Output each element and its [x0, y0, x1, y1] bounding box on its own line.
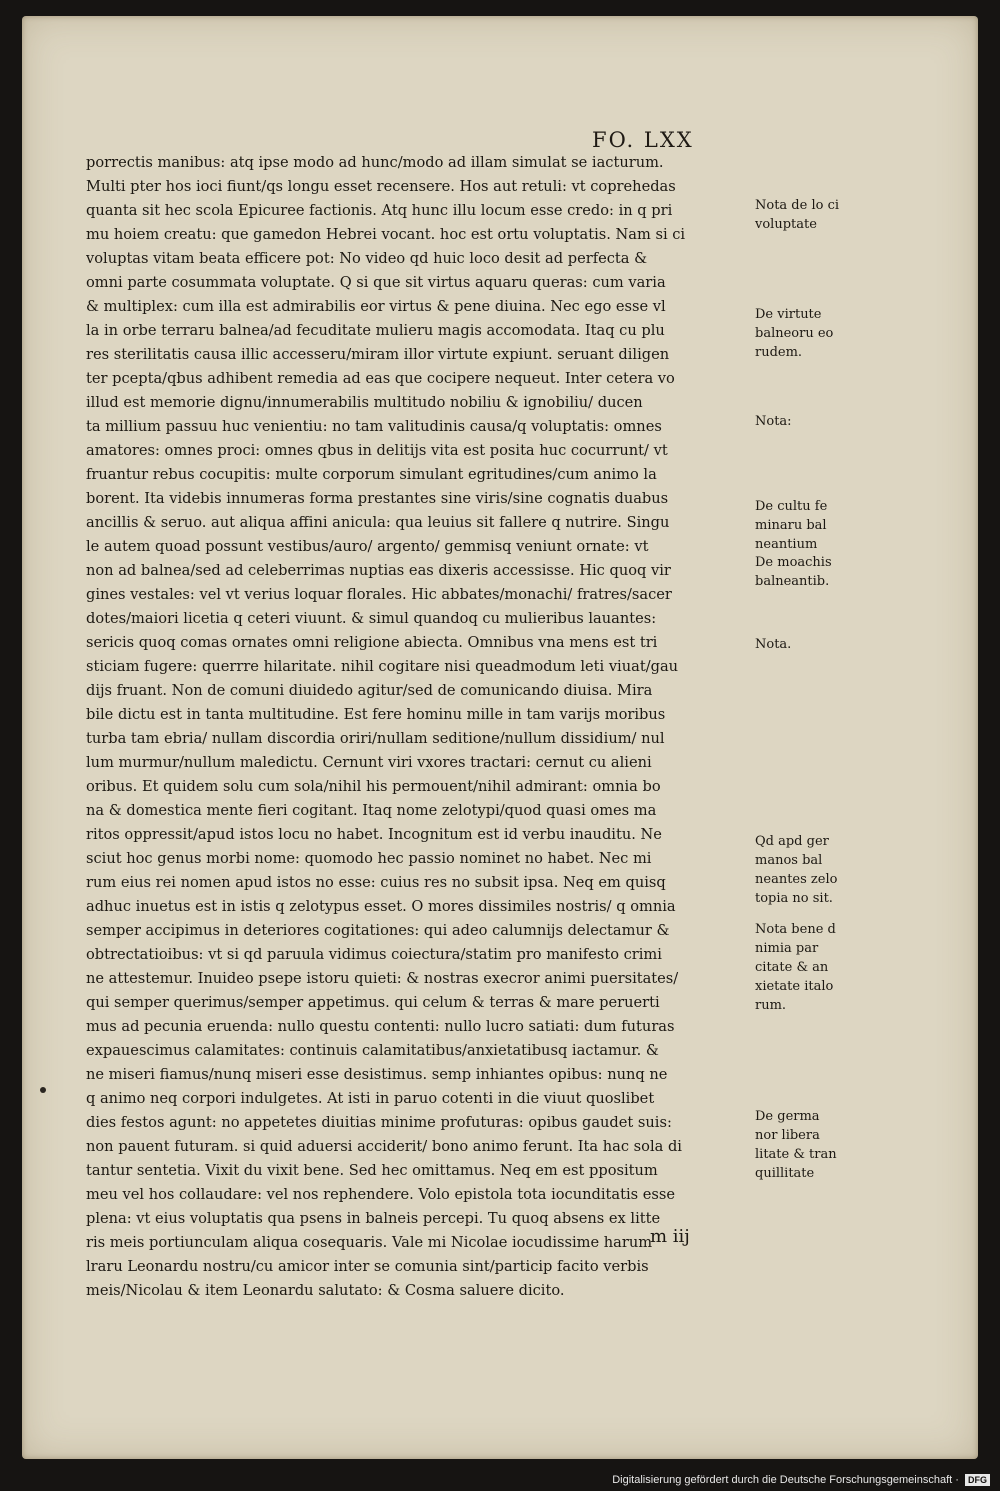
text-line: sciut hoc genus morbi nome: quomodo hec passio nominet no habet. Nec mi: [86, 850, 652, 867]
text-line: rum eius rei nomen apud istos no esse: cuius res no subsit ipsa. Neq em quisq: [86, 874, 666, 891]
text-line: non pauent futuram. si quid aduersi acciderit/ bono animo ferunt. Ita hac sola di: [86, 1138, 682, 1155]
text-line: ritos oppressit/apud istos locu no habet. Incognitum est id verbu inauditu. Ne: [86, 826, 662, 843]
text-line: amatores: omnes proci: omnes qbus in delitijs vita est posita huc cocurrunt/ vt: [86, 442, 668, 459]
text-line: mus ad pecunia eruenda: nullo questu contenti: nullo lucro satiati: dum futuras: [86, 1018, 675, 1035]
text-line: porrectis manibus: atq ipse modo ad hunc/modo ad illam simulat se iacturum.: [86, 154, 664, 171]
text-line: oribus. Et quidem solu cum sola/nihil his permouent/nihil admirant: omnia bo: [86, 778, 661, 795]
text-line: sticiam fugere: querrre hilaritate. nihil cogitare nisi queadmodum leti viuat/gau: [86, 658, 679, 675]
signature-mark: m iij: [650, 1226, 690, 1247]
book-page: [22, 16, 978, 1459]
text-line: meis/Nicolau & item Leonardu salutato: & Cosma saluere dicito.: [86, 1282, 565, 1299]
text-line: res sterilitatis causa illic accesseru/miram illor virtute expiunt. seruant diligen: [86, 346, 670, 363]
margin-note: De virtute balneoru eo rudem.: [755, 307, 834, 360]
text-line: qui semper querimus/semper appetimus. qui celum & terras & mare peruerti: [86, 994, 660, 1011]
text-line: sericis quoq comas ornates omni religione abiecta. Omnibus vna mens est tri: [86, 634, 658, 651]
main-text-block: [86, 151, 742, 1303]
text-line: turba tam ebria/ nullam discordia oriri/nullam seditione/nullum dissidium/ nul: [86, 730, 665, 747]
text-line: quanta sit hec scola Epicuree factionis. Atq hunc illu locum esse credo: in q pri: [86, 202, 673, 219]
text-line: dotes/maiori licetia q ceteri viuunt. & simul quandoq cu mulieribus lauantes:: [86, 610, 657, 627]
margin-note: De moachis balneantib.: [755, 555, 832, 589]
text-line: lraru Leonardu nostru/cu amicor inter se comunia sint/particip facito verbis: [86, 1258, 649, 1275]
text-line: omni parte cosummata voluptate. Q si que sit virtus aquaru queras: cum varia: [86, 274, 666, 291]
footer-text: Digitalisierung gefördert durch die Deutsche Forschungsgemeinschaft: [612, 1473, 953, 1486]
text-line: la in orbe terraru balnea/ad fecuditate mulieru magis accomodata. Itaq cu plu: [86, 322, 665, 339]
text-line: gines vestales: vel vt verius loquar florales. Hic abbates/monachi/ fratres/sacer: [86, 586, 672, 603]
footer-credit: Digitalisierung gefördert durch die Deutsche Forschungsgemeinschaft · DFG: [612, 1474, 990, 1486]
text-line: ta millium passuu huc venientiu: no tam valitudinis causa/q voluptatis: omnes: [86, 418, 662, 435]
text-line: ne miseri fiamus/nunq miseri esse desistimus. semp inhiantes opibus: nunq ne: [86, 1066, 668, 1083]
text-line: ter pcepta/qbus adhibent remedia ad eas que cocipere nequeut. Inter cetera vo: [86, 370, 675, 387]
text-line: semper accipimus in deteriores cogitationes: qui adeo calumnijs delectamur &: [86, 922, 670, 939]
text-line: plena: vt eius voluptatis qua psens in balneis percepi. Tu quoq absens ex litte: [86, 1210, 661, 1227]
text-line: tantur sentetia. Vixit du vixit bene. Sed hec omittamus. Neq em est ppositum: [86, 1162, 658, 1179]
text-line: borent. Ita videbis innumeras forma prestantes sine viris/sine cognatis duabus: [86, 490, 669, 507]
text-line: na & domestica mente fieri cogitant. Itaq nome zelotypi/quod quasi omes ma: [86, 802, 657, 819]
text-line: dies festos agunt: no appetetes diuitias minime profuturas: opibus gaudet suis:: [86, 1114, 672, 1131]
text-line: voluptas vitam beata efficere pot: No video qd huic loco desit ad perfecta &: [86, 250, 648, 267]
binding-hole: [40, 1087, 46, 1093]
text-line: dijs fruant. Non de comuni diuidedo agitur/sed de comunicando diuisa. Mira: [86, 682, 653, 699]
text-line: adhuc inuetus est in istis q zelotypus esset. O mores dissimiles nostris/ q omnia: [86, 898, 676, 915]
text-line: & multiplex: cum illa est admirabilis eor virtus & pene diuina. Nec ego esse vl: [86, 298, 666, 315]
folio-header: FO. LXX: [592, 128, 694, 152]
text-line: le autem quoad possunt vestibus/auro/ argento/ gemmisq veniunt ornate: vt: [86, 538, 649, 555]
text-line: mu hoiem creatu: que gamedon Hebrei vocant. hoc est ortu voluptatis. Nam si ci: [86, 226, 686, 243]
margin-note: Qd apd ger manos bal neantes zelo topia no sit.: [755, 834, 838, 906]
text-line: expauescimus calamitates: continuis calamitatibus/anxietatibusq iactamur. &: [86, 1042, 659, 1059]
margin-note: Nota de lo ci voluptate: [755, 198, 840, 232]
text-line: ancillis & seruo. aut aliqua affini anicula: qua leuius sit fallere q nutrire. Singu: [86, 514, 670, 531]
text-line: ris meis portiunculam aliqua cosequaris. Vale mi Nicolae iocudissime harum: [86, 1234, 653, 1251]
text-line: illud est memorie dignu/innumerabilis multitudo nobiliu & ignobiliu/ ducen: [86, 394, 643, 411]
text-line: non ad balnea/sed ad celeberrimas nuptias eas dixeris accessisse. Hic quoq vir: [86, 562, 671, 579]
text-line: ne attestemur. Inuideo psepe istoru quieti: & nostras execror animi puersitates/: [86, 970, 679, 987]
margin-note: De cultu fe minaru bal neantium: [755, 499, 828, 552]
margin-note: De germa nor libera litate & tran quillitate: [755, 1109, 837, 1181]
text-line: bile dictu est in tanta multitudine. Est fere hominu mille in tam varijs moribus: [86, 706, 666, 723]
margin-note: Nota:: [755, 414, 792, 429]
margin-note: Nota.: [755, 637, 792, 652]
dfg-logo: DFG: [965, 1474, 990, 1486]
text-line: Multi pter hos ioci fiunt/qs longu esset recensere. Hos aut retuli: vt coprehedas: [86, 178, 676, 195]
margin-note: Nota bene d nimia par citate & an xietate italo rum.: [755, 922, 836, 1013]
text-line: obtrectatioibus: vt si qd paruula vidimus coiectura/statim pro manifesto crimi: [86, 946, 662, 963]
text-line: meu vel hos collaudare: vel nos rephendere. Volo epistola tota iocunditatis esse: [86, 1186, 676, 1203]
text-line: lum murmur/nullum maledictu. Cernunt viri vxores tractari: cernut cu alieni: [86, 754, 652, 771]
text-line: q animo neq corpori indulgetes. At isti in paruo cotenti in die viuut quoslibet: [86, 1090, 655, 1107]
text-line: fruantur rebus cocupitis: multe corporum simulant egritudines/cum animo la: [86, 466, 657, 483]
